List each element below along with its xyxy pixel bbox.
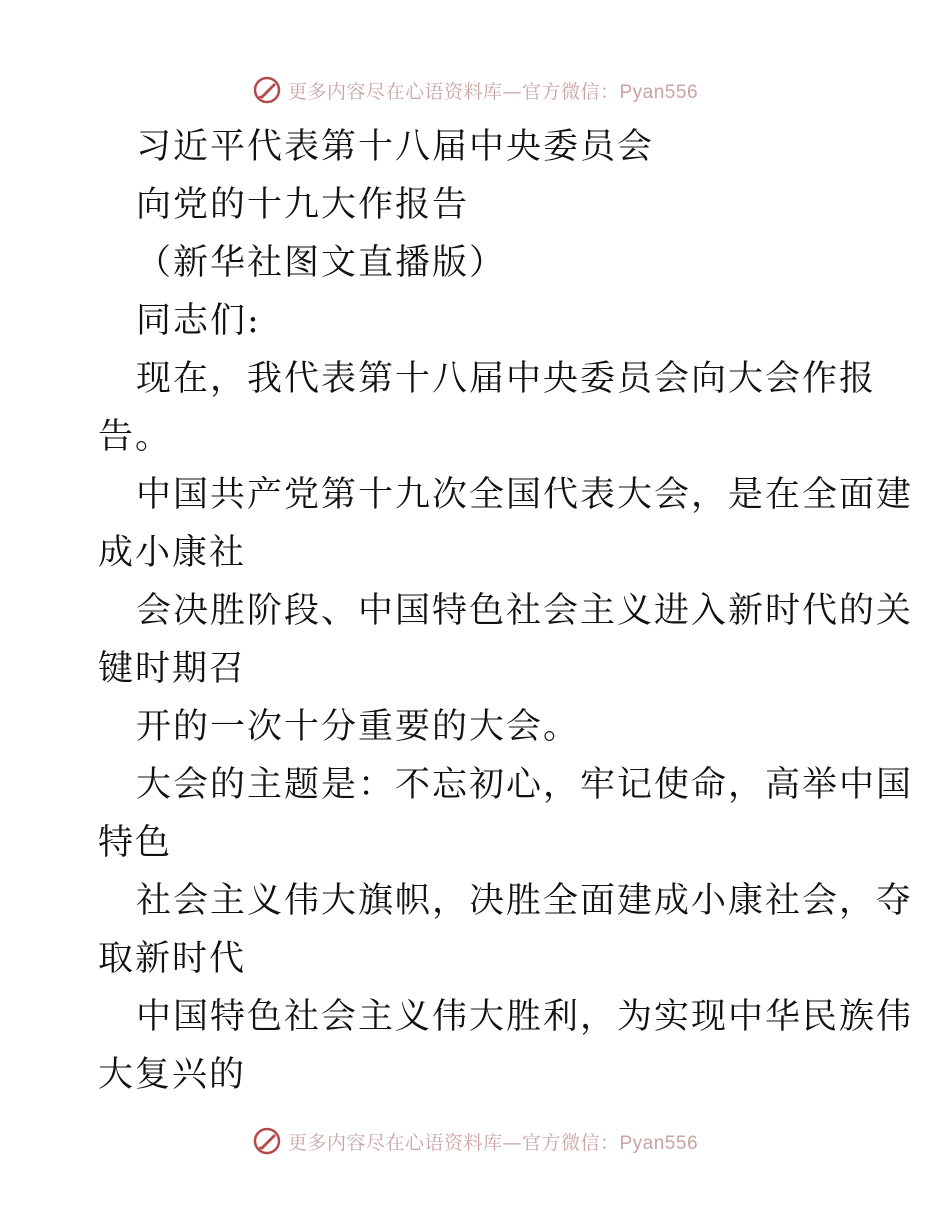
- text-line: 会决胜阶段、中国特色社会主义进入新时代的关: [136, 591, 914, 631]
- text-line: 特色: [98, 823, 173, 863]
- header-watermark: [0, 73, 950, 107]
- text-line: 告。: [98, 417, 173, 457]
- footer-watermark: [0, 1124, 950, 1158]
- text-line: 社会主义伟大旗帜，决胜全面建成小康社会，夺: [136, 881, 914, 921]
- text-line: 键时期召: [98, 649, 247, 689]
- text-line: 大复兴的: [98, 1055, 247, 1095]
- text-line: 开的一次十分重要的大会。: [136, 707, 581, 747]
- text-line: 向党的十九大作报告: [136, 185, 470, 225]
- text-line: 同志们:: [136, 301, 261, 341]
- text-line: 取新时代: [98, 939, 247, 979]
- text-line: 大会的主题是：不忘初心，牢记使命，高举中国: [136, 765, 914, 805]
- text-line: 中国特色社会主义伟大胜利，为实现中华民族伟: [136, 997, 914, 1037]
- quill-seal-logo-icon: [252, 75, 282, 105]
- text-line: 成小康社: [98, 533, 247, 573]
- quill-seal-logo-icon: [252, 1126, 282, 1156]
- text-line: （新华社图文直播版）: [136, 243, 507, 283]
- text-line: 习近平代表第十八届中央委员会: [136, 127, 655, 167]
- watermark-text: 更多内容尽在心语资料库—官方微信：Pyan556: [287, 80, 699, 103]
- text-line: 现在，我代表第十八届中央委员会向大会作报: [136, 359, 877, 399]
- watermark-text: 更多内容尽在心语资料库—官方微信：Pyan556: [287, 1131, 699, 1154]
- text-line: 中国共产党第十九次全国代表大会，是在全面建: [136, 475, 914, 515]
- document-body: [98, 118, 914, 1104]
